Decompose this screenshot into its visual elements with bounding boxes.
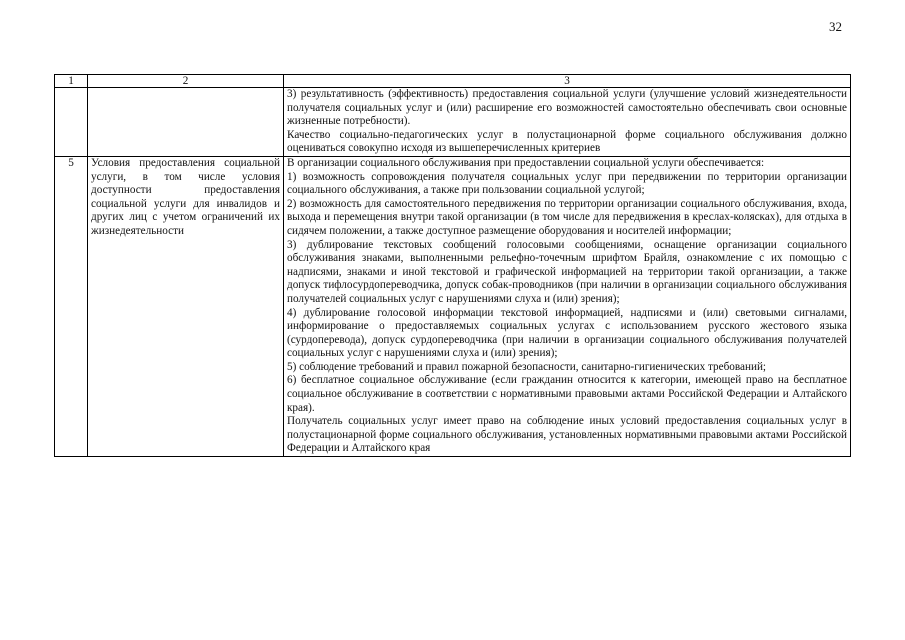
row-number-cell: 5 — [55, 156, 88, 456]
content-paragraph: Качество социально-педагогических услуг в полустационарной форме социального обслуживания должно оцениваться совокупно исходя из вышеперечисленных критериев — [287, 128, 847, 155]
row-name-text: Условия предоставления социальной услуги, в том числе условия доступности предоставления социальной услуги для инвалидов и других лиц с учетом ограничений их жизнедеятельности — [91, 156, 280, 237]
content-paragraph: 4) дублирование голосовой информации текстовой информацией, надписями и (или) световыми сигналами, информирование о предоставляемых социальных услугах с использованием русского жестового языка (сурдоперевода), допуск сурдопереводчика (при наличии в организации социального обслуживания получателей социальных услуг с нарушениями слуха и (или) зрения); — [287, 306, 847, 360]
content-paragraph: Получатель социальных услуг имеет право на соблюдение иных условий предоставления социальных услуг в полустационарной форме социального обслуживания, установленных нормативными правовыми актами Российской Федерации и Алтайского края — [287, 415, 847, 455]
column-header-3: 3 — [284, 75, 851, 88]
content-paragraph: 2) возможность для самостоятельного передвижения по территории организации социального обслуживания, входа, выхода и перемещения внутри такой организации (в том числе для передвижения в креслах-колясках), для отдыха в сидячем положении, а также доступное размещение оборудования и носителей информации; — [287, 197, 847, 237]
content-paragraph: 6) бесплатное социальное обслуживание (если гражданин относится к категории, имеющей право на бесплатное социальное обслуживание в соответствии с нормативными правовыми актами Российской Федерации и Алтайского края). — [287, 374, 847, 414]
row-name-cell — [88, 88, 284, 157]
content-paragraph: 1) возможность сопровождения получателя социальных услуг при передвижении по территории организации социального обслуживания, а также при пользовании социальной услугой; — [287, 170, 847, 197]
column-header-2: 2 — [88, 75, 284, 88]
content-paragraph: В организации социального обслуживания при предоставлении социальной услуги обеспечивается: — [287, 156, 765, 169]
content-paragraph: 5) соблюдение требований и правил пожарной безопасности, санитарно-гигиенических требований; — [287, 360, 767, 373]
table-row — [55, 88, 851, 157]
row-name-cell — [88, 156, 284, 456]
row-content-cell — [284, 88, 851, 157]
content-paragraph: 3) дублирование текстовых сообщений голосовыми сообщениями, оснащение организации социального обслуживания знаками, выполненными рельефно-точечным шрифтом Брайля, ознакомление с их помощью с надписями, знаками и иной текстовой и графической информацией на территории такой организации, а также допуск тифлосурдопереводчика, допуск собак-проводников (при наличии в организации социального обслуживания получателей социальных услуг с нарушениями слуха и (или) зрения); — [287, 238, 847, 305]
document-table — [54, 74, 851, 457]
table-header-row — [55, 75, 851, 88]
row-content-cell — [284, 156, 851, 456]
content-paragraph: 3) результативность (эффективность) предоставления социальной услуги (улучшение условий жизнедеятельности получателя социальных услуг и (или) расширение его возможностей самостоятельно обеспечивать свои основные жизненные потребности). — [287, 88, 847, 128]
row-number-cell — [55, 88, 88, 157]
column-header-1: 1 — [55, 75, 88, 88]
table-row — [55, 156, 851, 456]
page-number: 32 — [829, 19, 842, 34]
